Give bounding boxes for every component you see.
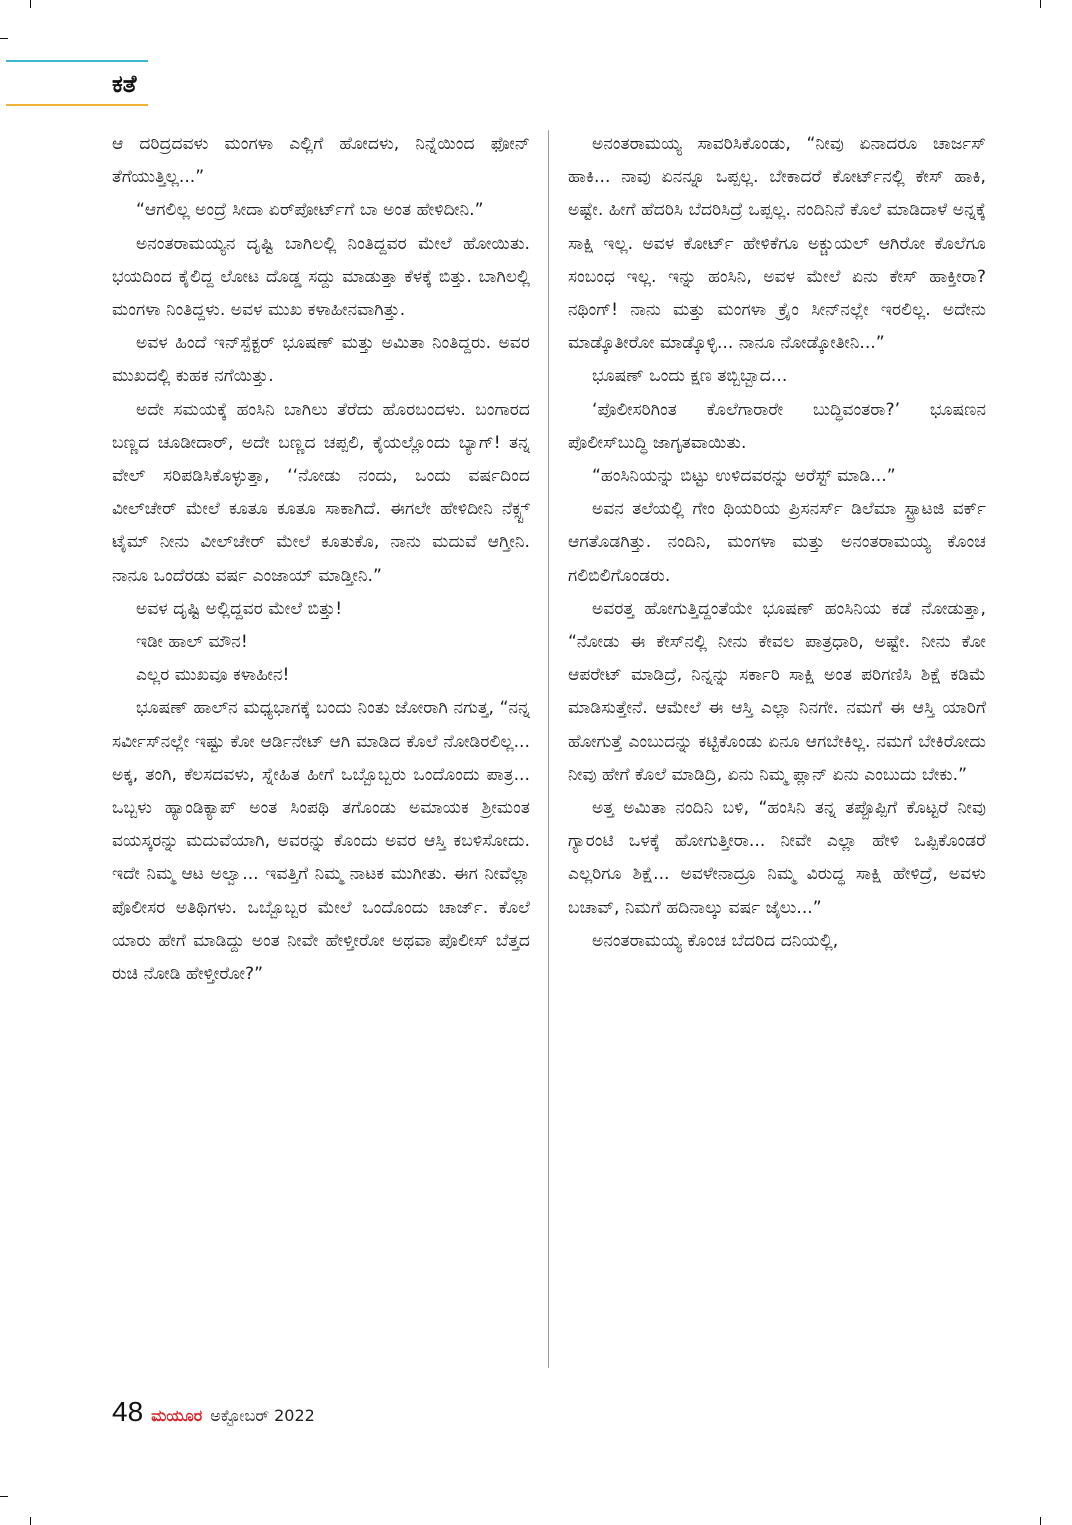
article-column-left <box>112 128 530 991</box>
paragraph: “ಆಗಲಿಲ್ಲ ಅಂದ್ರೆ ಸೀದಾ ಏರ್‌ಪೋರ್ಟ್‌ಗೆ ಬಾ ಅಂತ ಹೇಳಿದೀನಿ.” <box>136 200 484 221</box>
section-header-rule-orange <box>6 104 148 106</box>
section-title: ಕತೆ <box>112 70 137 98</box>
section-header-rule-cyan <box>6 60 148 62</box>
paragraph: ಆ ದರಿದ್ರದವಳು ಮಂಗಳಾ ಎಲ್ಲಿಗೆ ಹೋದಳು, ನಿನ್ನೆಯಿಂದ ಫೋನ್ ತೆಗೆಯುತ್ತಿಲ್ಲ...” <box>112 134 530 188</box>
paragraph: ಅದೇ ಸಮಯಕ್ಕೆ ಹಂಸಿನಿ ಬಾಗಿಲು ತೆರೆದು ಹೊರಬಂದಳು. ಬಂಗಾರದ ಬಣ್ಣದ ಚೂಡೀದಾರ್, ಅದೇ ಬಣ್ಣದ ಚಪ್ಪಲಿ, ಕೈಯಲ್ಲೊಂದು ಬ್ಯಾಗ್! ತನ್ನ ವೇಲ್ ಸರಿಪಡಿಸಿಕೊಳ್ಳುತ್ತಾ, ‘‘ನೋಡು ನಂದು, ಒಂದು ವರ್ಷದಿಂದ ವೀಲ್‌ಚೇರ್ ಮೇಲೆ ಕೂತೂ ಕೂತೂ ಸಾಕಾಗಿದೆ. ಈಗಲೇ ಹೇಳಿದೀನಿ ನೆಕ್ಸ್ಟ್ ಟೈಮ್ ನೀನು ವೀಲ್‌ಚೇರ್ ಮೇಲೆ ಕೂತುಕೊ, ನಾನು ಮದುವೆ ಆಗ್ತೀನಿ. ನಾನೂ ಒಂದೆರಡು ವರ್ಷ ಎಂಜಾಯ್ ಮಾಡ್ತೀನಿ.” <box>112 399 530 586</box>
paragraph: ಅವಳ ದೃಷ್ಟಿ ಅಲ್ಲಿದ್ದವರ ಮೇಲೆ ಬಿತ್ತು! <box>136 598 343 619</box>
paragraph: ಅವರತ್ತ ಹೋಗುತ್ತಿದ್ದಂತೆಯೇ ಭೂಷಣ್ ಹಂಸಿನಿಯ ಕಡೆ ನೋಡುತ್ತಾ, “ನೋಡು ಈ ಕೇಸ್‌ನಲ್ಲಿ ನೀನು ಕೇವಲ ಪಾತ್ರಧಾರಿ, ಅಷ್ಟೇ. ನೀನು ಕೋ ಆಪರೇಟ್ ಮಾಡಿದ್ರೆ, ನಿನ್ನನ್ನು ಸರ್ಕಾರಿ ಸಾಕ್ಷಿ ಅಂತ ಪರಿಗಣಿಸಿ ಶಿಕ್ಷೆ ಕಡಿಮೆ ಮಾಡಿಸುತ್ತೇನೆ. ಆಮೇಲೆ ಈ ಆಸ್ತಿ ಎಲ್ಲಾ ನಿನಗೇ. ನಮಗೆ ಈ ಆಸ್ತಿ ಯಾರಿಗೆ ಹೋಗುತ್ತೆ ಎಂಬುದನ್ನು ಕಟ್ಟಿಕೊಂಡು ಏನೂ ಆಗಬೇಕಿಲ್ಲ. ನಮಗೆ ಬೇಕಿರೋದು ನೀವು ಹೇಗೆ ಕೊಲೆ ಮಾಡಿದ್ರಿ, ಏನು ನಿಮ್ಮ ಪ್ಲಾನ್ ಏನು ಎಂಬುದು ಬೇಕು.” <box>568 598 986 785</box>
page-number: 48 <box>112 1396 144 1427</box>
article-column-right <box>568 128 986 958</box>
paragraph: ಅತ್ತ ಅಮಿತಾ ನಂದಿನಿ ಬಳಿ, “ಹಂಸಿನಿ ತನ್ನ ತಪ್ಪೊಪ್ಪಿಗೆ ಕೊಟ್ಟರೆ ನೀವು ಗ್ಯಾರಂಟಿ ಒಳಕ್ಕೆ ಹೋಗುತ್ತೀರಾ... ನೀವೇ ಎಲ್ಲಾ ಹೇಳಿ ಒಪ್ಪಿಕೊಂಡರೆ ಎಲ್ಲರಿಗೂ ಶಿಕ್ಷೆ... ಅವಳೇನಾದ್ರೂ ನಿಮ್ಮ ವಿರುದ್ಧ ಸಾಕ್ಷಿ ಹೇಳಿದ್ರೆ, ಅವಳು ಬಚಾವ್, ನಿಮಗೆ ಹದಿನಾಲ್ಕು ವರ್ಷ ಜೈಲು...” <box>568 798 986 918</box>
paragraph: “ಹಂಸಿನಿಯನ್ನು ಬಿಟ್ಟು ಉಳಿದವರನ್ನು ಅರೆಸ್ಟ್ ಮಾಡಿ...” <box>592 466 896 487</box>
paragraph: ಭೂಷಣ್ ಹಾಲ್‌ನ ಮಧ್ಯಭಾಗಕ್ಕೆ ಬಂದು ನಿಂತು ಜೋರಾಗಿ ನಗುತ್ತ, “ನನ್ನ ಸರ್ವೀಸ್‌ನಲ್ಲೇ ಇಷ್ಟು ಕೋ ಆರ್ಡಿನೇಟ್ ಆಗಿ ಮಾಡಿದ ಕೊಲೆ ನೋಡಿರಲಿಲ್ಲ... ಅಕ್ಕ, ತಂಗಿ, ಕೆಲಸದವಳು, ಸ್ನೇಹಿತ ಹೀಗೆ ಒಬ್ಬೊಬ್ಬರು ಒಂದೊಂದು ಪಾತ್ರ... ಒಬ್ಬಳು ಹ್ಯಾಂಡಿಕ್ಯಾಪ್ ಅಂತ ಸಿಂಪಥಿ ತಗೊಂಡು ಅಮಾಯಕ ಶ್ರೀಮಂತ ವಯಸ್ಕರನ್ನು ಮದುವೆಯಾಗಿ, ಅವರನ್ನು ಕೊಂದು ಅವರ ಆಸ್ತಿ ಕಬಳಿಸೋದು. ಇದೇ ನಿಮ್ಮ ಆಟ ಅಲ್ವಾ... ಇವತ್ತಿಗೆ ನಿಮ್ಮ ನಾಟಕ ಮುಗೀತು. ಈಗ ನೀವೆಲ್ಲಾ ಪೊಲೀಸರ ಅತಿಥಿಗಳು. ಒಬ್ಬೊಬ್ಬರ ಮೇಲೆ ಒಂದೊಂದು ಚಾರ್ಜ್. ಕೊಲೆ ಯಾರು ಹೇಗೆ ಮಾಡಿದ್ದು ಅಂತ ನೀವೇ ಹೇಳ್ತೀರೋ ಅಥವಾ ಪೊಲೀಸ್ ಬೆತ್ತದ ರುಚಿ ನೋಡಿ ಹೇಳ್ತೀರೋ?” <box>112 698 530 985</box>
paragraph: ಅನಂತರಾಮಯ್ಯನ ದೃಷ್ಟಿ ಬಾಗಿಲಲ್ಲಿ ನಿಂತಿದ್ದವರ ಮೇಲೆ ಹೋಯಿತು. ಭಯದಿಂದ ಕೈಲಿದ್ದ ಲೋಟ ದೊಡ್ಡ ಸದ್ದು ಮಾಡುತ್ತಾ ಕೆಳಕ್ಕೆ ಬಿತ್ತು. ಬಾಗಿಲಲ್ಲಿ ಮಂಗಳಾ ನಿಂತಿದ್ದಳು. ಅವಳ ಮುಖ ಕಳಾಹೀನವಾಗಿತ್ತು. <box>112 233 530 321</box>
paragraph: ‘ಪೊಲೀಸರಿಗಿಂತ ಕೊಲೆಗಾರಾರೇ ಬುದ್ಧಿವಂತರಾ?’ ಭೂಷಣನ ಪೊಲೀಸ್‌ಬುದ್ಧಿ ಜಾಗೃತವಾಯಿತು. <box>568 399 986 453</box>
crop-mark-top-right <box>1040 0 1041 8</box>
crop-mark-bottom-right <box>1040 1517 1041 1525</box>
issue-date: ಅಕ್ಟೋಬರ್ 2022 <box>210 1406 315 1425</box>
paragraph: ಅನಂತರಾಮಯ್ಯ ಸಾವರಿಸಿಕೊಂಡು, “ನೀವು ಏನಾದರೂ ಚಾರ್ಜಸ್ ಹಾಕಿ... ನಾವು ಏನನ್ನೂ ಒಪ್ಪಲ್ಲ. ಬೇಕಾದರೆ ಕೋರ್ಟ್‌ನಲ್ಲಿ ಕೇಸ್ ಹಾಕಿ, ಅಷ್ಟೇ. ಹೀಗೆ ಹೆದರಿಸಿ ಬೆದರಿಸಿದ್ರೆ ಒಪ್ಪಲ್ಲ. ನಂದಿನಿನೆ ಕೊಲೆ ಮಾಡಿದಾಳೆ ಅನ್ನಕ್ಕೆ ಸಾಕ್ಷಿ ಇಲ್ಲ. ಅವಳ ಕೋರ್ಟ್ ಹೇಳಿಕೆಗೂ ಅಕ್ಚುಯಲ್ ಆಗಿರೋ ಕೊಲೆಗೂ ಸಂಬಂಧ ಇಲ್ಲ. ಇನ್ನು ಹಂಸಿನಿ, ಅವಳ ಮೇಲೆ ಏನು ಕೇಸ್ ಹಾಕ್ತೀರಾ? ನಥಿಂಗ್! ನಾನು ಮತ್ತು ಮಂಗಳಾ ಕ್ರೈಂ ಸೀನ್‌ನಲ್ಲೇ ಇರಲಿಲ್ಲ. ಅದೇನು ಮಾಡ್ಕೊತೀರೋ ಮಾಡ್ಕೊಳ್ಳಿ... ನಾನೂ ನೋಡ್ಕೋತೀನಿ...” <box>568 134 986 354</box>
crop-mark-top-left <box>30 0 31 8</box>
magazine-logo: ಮಯೂರ <box>151 1406 203 1425</box>
paragraph: ಭೂಷಣ್ ಒಂದು ಕ್ಷಣ ತಬ್ಬಿಬ್ಬಾದ... <box>592 366 788 387</box>
paragraph: ಇಡೀ ಹಾಲ್ ಮೌನ! <box>136 632 248 653</box>
page-footer <box>112 1396 315 1430</box>
paragraph: ಅನಂತರಾಮಯ್ಯ ಕೊಂಚ ಬೆದರಿದ ದನಿಯಲ್ಲಿ, <box>592 930 839 951</box>
paragraph: ಅವಳ ಹಿಂದೆ ಇನ್‌ಸ್ಪೆಕ್ಟರ್ ಭೂಷಣ್ ಮತ್ತು ಅಮಿತಾ ನಿಂತಿದ್ದರು. ಅವರ ಮುಖದಲ್ಲಿ ಕುಹಕ ನಗೆಯಿತ್ತು. <box>112 333 530 387</box>
column-divider <box>548 130 549 1368</box>
crop-mark-left-lower <box>0 1496 8 1497</box>
paragraph: ಎಲ್ಲರ ಮುಖವೂ ಕಳಾಹೀನ! <box>136 665 290 686</box>
crop-mark-bottom-left <box>30 1517 31 1525</box>
crop-mark-left-upper <box>0 38 8 39</box>
paragraph: ಅವನ ತಲೆಯಲ್ಲಿ ಗೇಂ ಥಿಯರಿಯ ಪ್ರಿಸನರ್ಸ್ ಡಿಲೆಮಾ ಸ್ಟ್ರಾಟಜಿ ವರ್ಕ್ ಆಗತೊಡಗಿತ್ತು. ನಂದಿನಿ, ಮಂಗಳಾ ಮತ್ತು ಅನಂತರಾಮಯ್ಯ ಕೊಂಚ ಗಲಿಬಿಲಿಗೊಂಡರು. <box>568 499 986 586</box>
